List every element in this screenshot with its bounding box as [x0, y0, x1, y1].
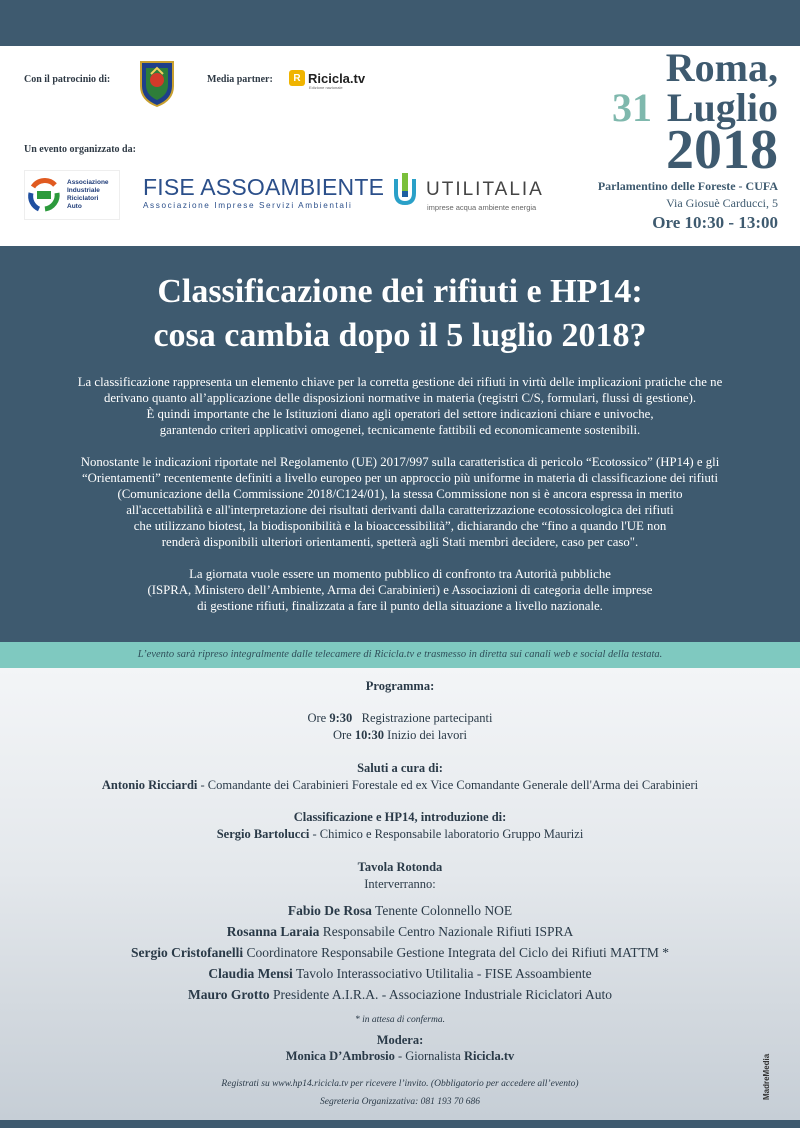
time-activity: Inizio dei lavori: [387, 728, 467, 742]
intro-line: (Comunicazione della Commissione 2018/C124/01), la stessa Commissione non si è ancora espressa in merito: [117, 487, 683, 501]
event-header: [0, 46, 800, 246]
aira-line: Riciclatori: [67, 195, 99, 202]
madremedia-credit: [762, 1040, 776, 1100]
speaker-row: [0, 903, 800, 919]
time-activity: Registrazione partecipanti: [361, 711, 493, 725]
bottom-band: [0, 1120, 800, 1128]
organizers-label: Un evento organizzato da:: [24, 144, 136, 155]
intro-line: (ISPRA, Ministero dell’Ambiente, Arma dei Carabinieri) e Associazioni di categoria delle imprese: [147, 583, 653, 597]
intro-line: Nonostante le indicazioni riportate nel Regolamento (UE) 2017/997 sulla caratteristica di pericolo “Ecotossico” (HP14) e gli: [80, 455, 720, 469]
intro-paragraph-1: [0, 374, 800, 438]
speaker-role: Coordinatore Responsabile Gestione Integrata del Ciclo dei Rifiuti MATTM *: [243, 945, 670, 960]
speaker-name: Sergio Cristofanelli: [130, 945, 244, 960]
fise-logo-sub: Associazione Imprese Servizi Ambientali: [143, 201, 353, 210]
event-venue: Parlamentino delle Foreste - CUFA: [597, 179, 778, 193]
carabinieri-crest-icon: [137, 60, 177, 108]
program-heading: Programma:: [365, 679, 435, 693]
aira-line: Industriale: [67, 187, 100, 194]
speaker-role: - Comandante dei Carabinieri Forestale ed ex Vice Comandante Generale dell'Arma dei Carabinieri: [197, 778, 699, 792]
event-hours: Ore 10:30 - 13:00: [652, 213, 778, 232]
aira-line: Auto: [67, 203, 82, 210]
event-city: Roma,: [665, 45, 778, 90]
intro-talk-heading: Classificazione e HP14, introduzione di:: [293, 810, 507, 824]
intro-paragraph-2: [0, 454, 800, 550]
intro-line: renderà disponibili ulteriori orientamenti, spetterà agli Stati membri decidere, caso per caso".: [161, 535, 639, 549]
intro-line: all'accettabilità e all'interpretazione dei risultati derivanti dalla caratterizzazione ecotossicologica dei rifiuti: [126, 503, 674, 517]
title-line: cosa cambia dopo il 5 luglio 2018?: [153, 317, 647, 354]
ricicla-mark-icon: R: [289, 70, 305, 86]
time-prefix: Ore: [332, 728, 355, 742]
aira-logo: [24, 170, 120, 220]
speaker-row: [0, 945, 800, 961]
moderator-role: - Giornalista: [394, 1049, 464, 1063]
broadcast-strip: [0, 642, 800, 668]
speaker-name: Antonio Ricciardi: [101, 778, 198, 792]
round-table-heading: Tavola Rotonda: [357, 860, 443, 874]
ricicla-logo-sub: Edizione nazionale: [309, 85, 343, 90]
ricicla-logo-text: Ricicla.tv: [308, 70, 366, 86]
speaker-row: [0, 966, 800, 982]
intro-line: garantendo criteri applicativi omogenei, tecnicamente fattibili ed economicamente sostenibili.: [159, 423, 641, 437]
greetings-speaker: [0, 777, 800, 793]
speaker-role: Presidente A.I.R.A. - Associazione Industriale Riciclatori Auto: [269, 987, 612, 1002]
intro-talk-speaker: [0, 826, 800, 842]
intro-line: “Orientamenti” recentemente definiti a livello europeo per un approccio più uniforme in materia di classificazione dei rifiuti: [81, 471, 719, 485]
speaker-name: Fabio De Rosa: [287, 903, 372, 918]
time-value: 10:30: [354, 728, 385, 742]
event-year: 2018: [666, 119, 778, 181]
moderator-outlet: Ricicla.tv: [463, 1049, 515, 1063]
registration-note: Registrati su www.hp14.ricicla.tv per ricevere l’invito. (Obbligatorio per accedere all’evento): [221, 1079, 579, 1089]
speaker-name: Mauro Grotto: [188, 987, 270, 1002]
intro-line: La giornata vuole essere un momento pubblico di confronto tra Autorità pubbliche: [189, 567, 611, 581]
utilitalia-logo-sub: imprese acqua ambiente energia: [427, 203, 537, 212]
intro-section: [0, 246, 800, 642]
time-prefix: Ore: [307, 711, 330, 725]
intro-line: È quindi importante che le Istituzioni diano agli operatori del settore indicazioni chiare e univoche,: [146, 407, 654, 421]
moderator-heading: Modera:: [376, 1033, 424, 1047]
speaker-name: Rosanna Laraia: [226, 924, 320, 939]
intro-text: [0, 374, 800, 614]
event-day: 31: [612, 85, 652, 130]
top-band: [0, 0, 800, 46]
event-address: Via Giosuè Carducci, 5: [666, 196, 778, 210]
intro-line: La classificazione rappresenta un elemento chiave per la corretta gestione dei rifiuti in virtù delle implicazioni pratiche che ne: [77, 375, 723, 389]
credit-text: MadreMedia: [762, 1053, 771, 1100]
intro-line: derivano quanto all’applicazione delle disposizioni normative in materia (registri C/S, formulari, flussi di gestione).: [103, 391, 697, 405]
speaker-role: Tavolo Interassociativo Utilitalia - FISE Assoambiente: [292, 966, 592, 981]
patronage-label: Con il patrocinio di:: [24, 74, 111, 85]
time-value: 9:30: [329, 711, 353, 725]
program-time-registration: [0, 710, 800, 726]
speaker-row: [0, 987, 800, 1003]
event-month: Luglio: [666, 85, 778, 130]
intro-line: che utilizzano biotest, la biodisponibilità e la bioaccessibilità”, dichiarando che “fino a quando l'UE non: [133, 519, 667, 533]
speaker-name: Sergio Bartolucci: [216, 827, 310, 841]
moderator-name: Monica D’Ambrosio: [285, 1049, 395, 1063]
intro-paragraph-3: [0, 566, 800, 614]
broadcast-note: L’evento sarà ripreso integralmente dalle telecamere di Ricicla.tv e trasmesso in diretta sui canali web e social della testata.: [137, 649, 663, 660]
intro-line: di gestione rifiuti, finalizzata a fare il punto della situazione a livello nazionale.: [197, 599, 603, 613]
title-line: Classificazione dei rifiuti e HP14:: [157, 273, 643, 310]
pending-note: * in attesa di conferma.: [355, 1015, 445, 1025]
speaker-row: [0, 924, 800, 940]
speaker-role: Responsabile Centro Nazionale Rifiuti ISPRA: [319, 924, 574, 939]
recycle-arrows-icon: [25, 173, 63, 217]
speaker-name: Claudia Mensi: [208, 966, 293, 981]
utilitalia-mark-icon: [394, 171, 416, 205]
speakers-label: Interverranno:: [364, 877, 436, 891]
media-partner-label: Media partner:: [207, 74, 273, 85]
fise-logo-name: FISE ASSOAMBIENTE: [143, 174, 385, 200]
utilitalia-logo-name: UTILITALIA: [426, 179, 544, 200]
speaker-role: Tenente Colonnello NOE: [371, 903, 513, 918]
aira-line: Associazione: [67, 179, 109, 186]
secretariat-note: Segreteria Organizzativa: 081 193 70 686: [320, 1097, 480, 1107]
speaker-role: - Chimico e Responsabile laboratorio Gruppo Maurizi: [309, 827, 584, 841]
event-title: [0, 270, 800, 358]
greetings-heading: Saluti a cura di:: [357, 761, 443, 775]
program-time-start: [0, 727, 800, 743]
moderator-line: [0, 1048, 800, 1064]
